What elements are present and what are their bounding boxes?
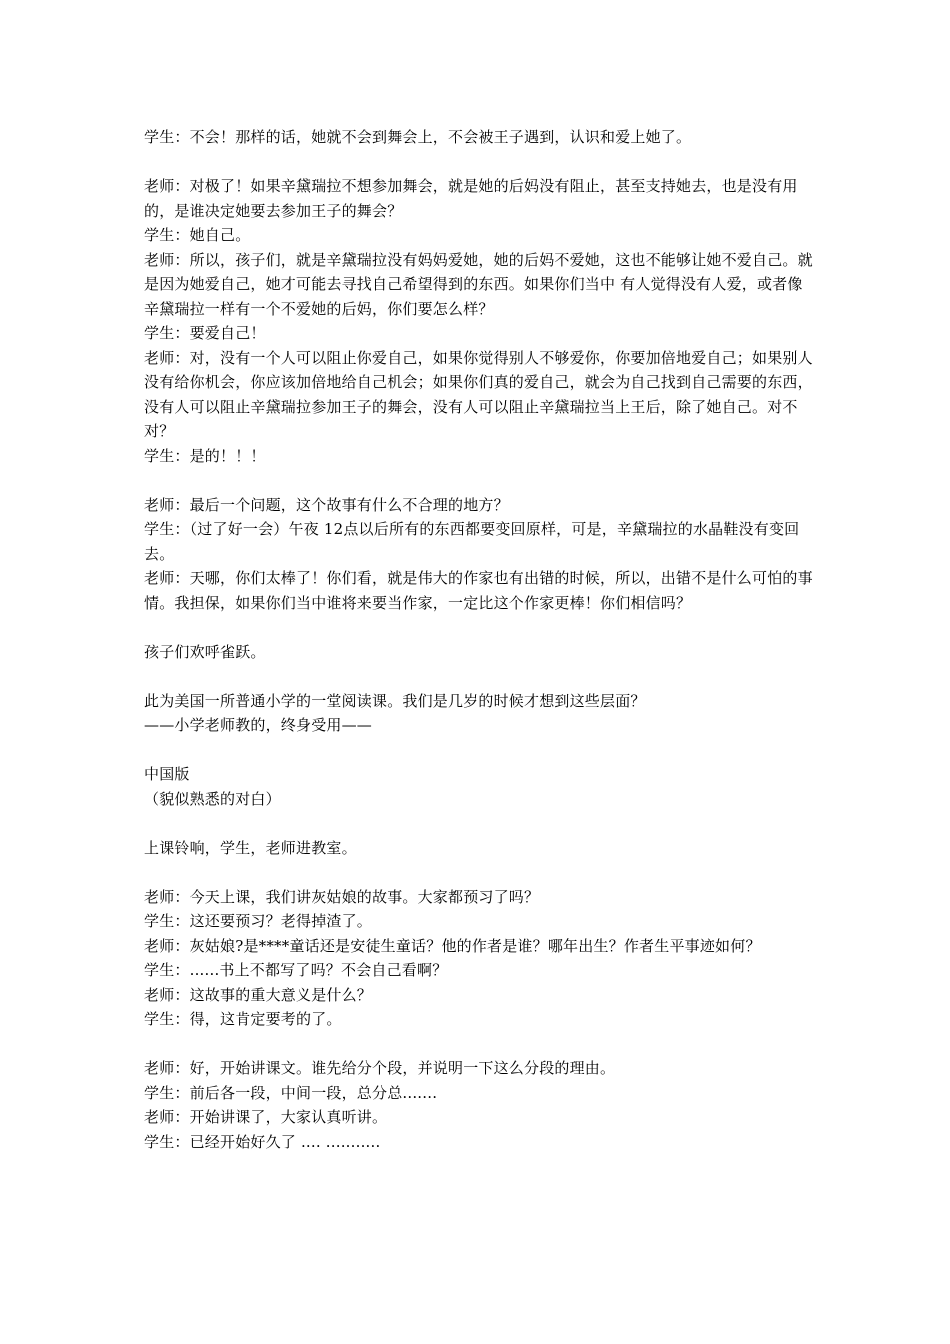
text-line: 老师：所以，孩子们，就是辛黛瑞拉没有妈妈爱她，她的后妈不爱她，这也不能够让她不爱自己。就是因为她爱自己，她才可能去寻找自己希望得到的东西。如果你们当中 有人觉得没有人爱，或者像辛黛瑞拉一样有一个不爱她的后妈，你们要怎么样？ — [144, 250, 813, 318]
text-line: 老师：好，开始讲课文。谁先给分个段，并说明一下这么分段的理由。 — [144, 1059, 616, 1077]
paragraph-gap — [144, 468, 814, 493]
text-line: 孩子们欢呼雀跃。 — [144, 642, 266, 661]
paragraph-gap — [144, 150, 814, 175]
text-line: 学生：（过了好一会）午夜 12点以后所有的东西都要变回原样，可是，辛黛瑞拉的水晶鞋没有变回去。 — [144, 520, 800, 563]
text-line: 老师：今天上课，我们讲灰姑娘的故事。大家都预习了吗？ — [144, 887, 540, 906]
text-line: 学生：不会！那样的话，她就不会到舞会上，不会被王子遇到，认识和爱上她了。 — [144, 128, 692, 146]
text-line: （貌似熟悉的对白） — [144, 789, 281, 808]
text-line: 学生：这还要预习？老得掉渣了。 — [144, 912, 373, 930]
text-line: 老师：天哪，你们太棒了！你们看，就是伟大的作家也有出错的时候，所以，出错不是什么可怕的事情。我担保，如果你们当中谁将来要当作家，一定比这个作家更棒！你们相信吗？ — [144, 569, 813, 612]
text-line: 老师：灰姑娘?是****童话还是安徒生童话？他的作者是谁？哪年出生？作者生平事迹如何？ — [144, 936, 761, 955]
text-line: 中国版 — [144, 765, 190, 783]
paragraph-gap — [144, 1032, 814, 1057]
paragraph-gap — [144, 738, 814, 763]
text-line: ——小学老师教的，终身受用—— — [144, 716, 373, 734]
paragraph-gap — [144, 811, 814, 836]
text-line: 老师：这故事的重大意义是什么？ — [144, 985, 373, 1004]
text-line: 学生：是的！！！ — [144, 446, 266, 465]
text-line: 上课铃响，学生，老师进教室。 — [144, 838, 357, 857]
text-line: 学生：前后各一段，中间一段，总分总....... — [144, 1083, 438, 1102]
paragraph-gap — [144, 860, 814, 885]
text-line: 学生：要爱自己！ — [144, 324, 266, 342]
document-body — [144, 125, 814, 1154]
text-line: 学生：......书上不都写了吗？不会自己看啊？ — [144, 961, 448, 979]
text-line: 学生：得，这肯定要考的了。 — [144, 1010, 342, 1028]
text-line: 老师：最后一个问题，这个故事有什么不合理的地方？ — [144, 495, 509, 514]
paragraph-gap — [144, 664, 814, 689]
paragraph-gap — [144, 615, 814, 640]
text-line: 老师：对，没有一个人可以阻止你爱自己，如果你觉得别人不够爱你，你要加倍地爱自己；如果别人没有给你机会，你应该加倍地给自己机会；如果你们真的爱自己，就会为自己找到自己需要的东西，没有人可以阻止辛黛瑞拉参加王子的舞会，没有人可以阻止辛黛瑞拉当上王后，除了她自己。对不对？ — [144, 348, 813, 440]
text-line: 此为美国一所普通小学的一堂阅读课。我们是几岁的时候才想到这些层面？ — [144, 691, 646, 710]
text-line: 学生：她自己。 — [144, 226, 251, 244]
text-line: 老师：对极了！如果辛黛瑞拉不想参加舞会，就是她的后妈没有阻止，甚至支持她去，也是没有用的，是谁决定她要去参加王子的舞会？ — [144, 177, 798, 220]
text-line: 老师：开始讲课了，大家认真听讲。 — [144, 1108, 388, 1126]
text-line: 学生：已经开始好久了 .... ........... — [144, 1132, 381, 1151]
